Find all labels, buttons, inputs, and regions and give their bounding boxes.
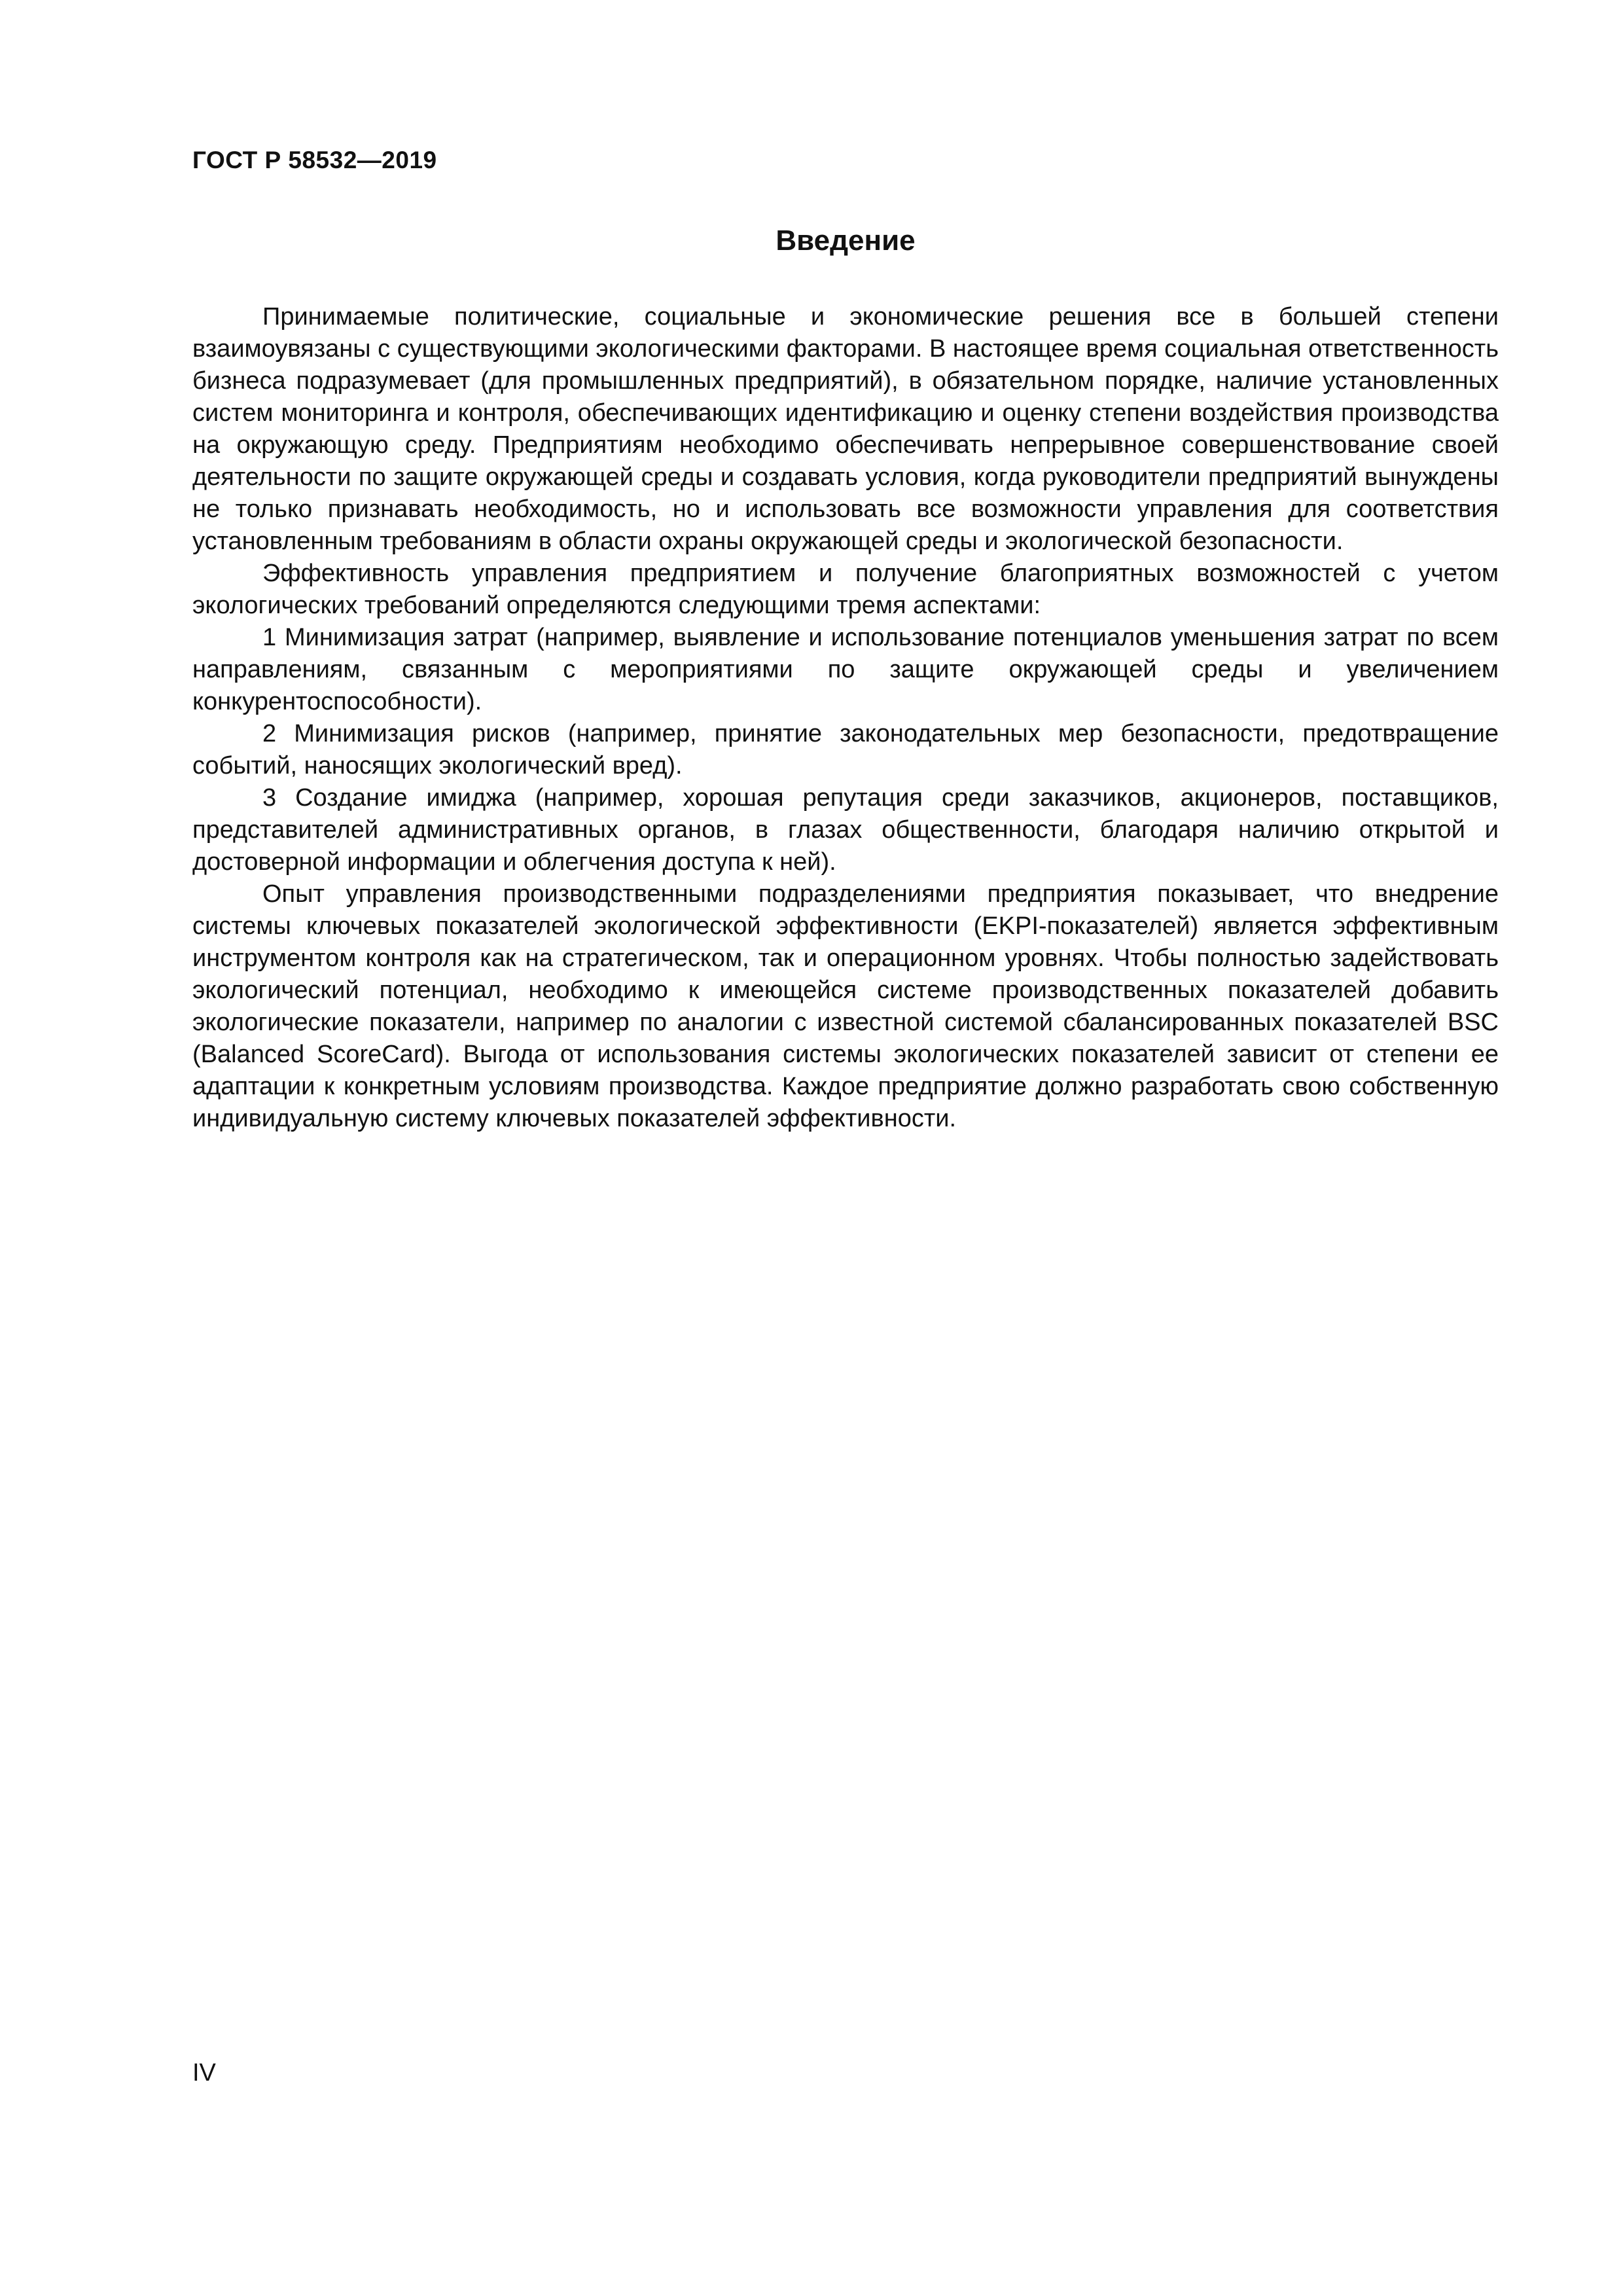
paragraph-aspect-2: 2 Минимизация рисков (например, принятие законодательных мер безопасности, предотвращение событий, наносящих экологический вред). — [192, 720, 1499, 780]
paragraph-aspect-3: 3 Создание имиджа (например, хорошая репутация среди заказчиков, акционеров, поставщиков, представителей административных органов, в глазах общественности, благодаря наличию открытой и достоверной информации и облегчения доступа к ней). — [192, 784, 1499, 876]
paragraph-aspects-lead: Эффективность управления предприятием и получение благоприятных возможностей с учетом экологических требований определяются следующими тремя аспектами: — [192, 560, 1499, 619]
body-text — [192, 301, 1499, 1135]
section-title: Введение — [776, 224, 916, 257]
page-number: IV — [192, 2059, 216, 2087]
standard-code-header: ГОСТ Р 58532—2019 — [192, 147, 437, 173]
paragraph-aspect-1: 1 Минимизация затрат (например, выявление и использование потенциалов уменьшения затрат по всем направлениям, связанным с мероприятиями по защите окружающей среды и увеличением конкурентоспособности). — [192, 624, 1499, 715]
paragraph-ekpi: Опыт управления производственными подразделениями предприятия показывает, что внедрение системы ключевых показателей экологической эффективности (EKPI-показателей) является эффективным инструментом контроля как на стратегическом, так и операционном уровнях. Чтобы полностью задействовать экологический потенциал, необходимо к имеющейся системе производственных показателей добавить экологические показатели, например по аналогии с известной системой сбалансированных показателей BSC (Balanced ScoreCard). Выгода от использования системы экологических показателей зависит от степени ее адаптации к конкретным условиям производства. Каждое предприятие должно разработать свою собственную индивидуальную систему ключевых показателей эффективности. — [192, 880, 1499, 1132]
paragraph-intro: Принимаемые политические, социальные и экономические решения все в большей степени взаимоувязаны с существующими экологическими факторами. В настоящее время социальная ответственность бизнеса подразумевает (для промышленных предприятий), в обязательном порядке, наличие установленных систем мониторинга и контроля, обеспечивающих идентификацию и оценку степени воздействия производства на окружающую среду. Предприятиям необходимо обеспечивать непрерывное совершенствование своей деятельности по защите окружающей среды и создавать условия, когда руководители предприятий вынуждены не только признавать необходимость, но и использовать все возможности управления для соответствия установленным требованиям в области охраны окружающей среды и экологической безопасности. — [192, 303, 1499, 555]
